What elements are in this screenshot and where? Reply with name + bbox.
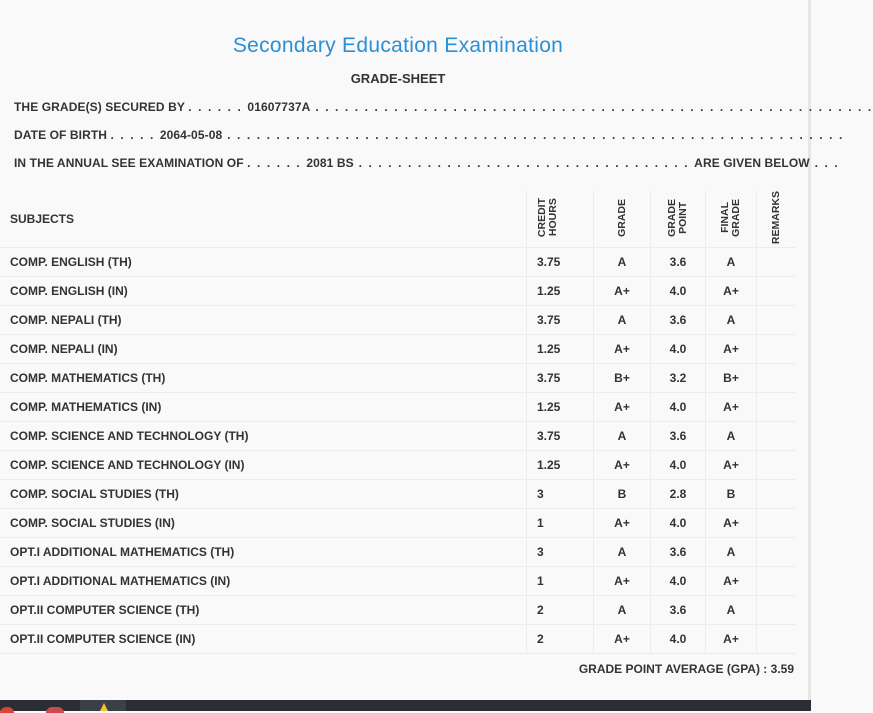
final-grade-cell: A+	[706, 509, 757, 538]
credit-hours-cell: 2	[527, 596, 594, 625]
remarks-cell	[757, 480, 797, 509]
remarks-cell	[757, 277, 797, 306]
remarks-cell	[757, 567, 797, 596]
exam-line: IN THE ANNUAL SEE EXAMINATION OF . . . . . . 2081 BS . . . . . . . . . . . . . . . . . . . . . . . . . . . . . . . . . . ARE GIVEN BELOW . . .	[14, 156, 840, 170]
table-row	[0, 538, 796, 567]
header-subjects: SUBJECTS	[0, 191, 527, 248]
grade-point-cell: 3.6	[651, 306, 706, 335]
header-grade: GRADE	[594, 191, 651, 248]
subject-cell: OPT.II COMPUTER SCIENCE (IN)	[0, 625, 527, 654]
dob-line: DATE OF BIRTH . . . . . 2064-05-08 . . . . . . . . . . . . . . . . . . . . . . . . . . . . . . . . . . . . . . . . . . . . . . . . . . . . . . . . . . . . . . .	[14, 128, 844, 142]
grades-table	[0, 191, 796, 654]
grade-cell: A+	[594, 509, 651, 538]
final-grade-cell: A+	[706, 567, 757, 596]
remarks-cell	[757, 509, 797, 538]
grade-cell: A	[594, 422, 651, 451]
exam-label: IN THE ANNUAL SEE EXAMINATION OF	[14, 156, 244, 170]
table-row	[0, 364, 796, 393]
secured-by-label: THE GRADE(S) SECURED BY	[14, 100, 185, 114]
subject-cell: OPT.I ADDITIONAL MATHEMATICS (IN)	[0, 567, 527, 596]
app-icon[interactable]	[46, 707, 64, 713]
gpa-value: 3.59	[770, 662, 794, 676]
credit-hours-cell: 3	[527, 538, 594, 567]
grade-cell: B+	[594, 364, 651, 393]
final-grade-cell: B	[706, 480, 757, 509]
credit-hours-cell: 3	[527, 480, 594, 509]
final-grade-cell: A	[706, 538, 757, 567]
remarks-cell	[757, 364, 797, 393]
remarks-cell	[757, 451, 797, 480]
credit-hours-cell: 3.75	[527, 248, 594, 277]
grade-cell: A	[594, 538, 651, 567]
grade-point-cell: 4.0	[651, 625, 706, 654]
final-grade-cell: A+	[706, 393, 757, 422]
taskbar	[0, 700, 811, 711]
credit-hours-cell: 1.25	[527, 335, 594, 364]
grade-cell: A+	[594, 277, 651, 306]
table-row	[0, 567, 796, 596]
grade-point-cell: 4.0	[651, 393, 706, 422]
credit-hours-cell: 1	[527, 509, 594, 538]
subject-cell: COMP. SCIENCE AND TECHNOLOGY (TH)	[0, 422, 527, 451]
exam-year: 2081 BS	[306, 156, 354, 170]
subject-cell: COMP. ENGLISH (TH)	[0, 248, 527, 277]
credit-hours-cell: 1.25	[527, 393, 594, 422]
final-grade-cell: A	[706, 248, 757, 277]
remarks-cell	[757, 306, 797, 335]
grade-point-cell: 3.6	[651, 596, 706, 625]
table-row	[0, 625, 796, 654]
grade-point-cell: 2.8	[651, 480, 706, 509]
credit-hours-cell: 2	[527, 625, 594, 654]
table-row	[0, 480, 796, 509]
credit-hours-cell: 3.75	[527, 422, 594, 451]
dob-value: 2064-05-08	[159, 128, 223, 142]
final-grade-cell: A+	[706, 625, 757, 654]
final-grade-cell: A+	[706, 335, 757, 364]
grade-point-cell: 4.0	[651, 277, 706, 306]
grade-point-cell: 3.6	[651, 538, 706, 567]
remarks-cell	[757, 335, 797, 364]
grade-cell: A+	[594, 567, 651, 596]
final-grade-cell: A	[706, 596, 757, 625]
table-row	[0, 393, 796, 422]
final-grade-cell: A	[706, 422, 757, 451]
final-grade-cell: B+	[706, 364, 757, 393]
table-row	[0, 335, 796, 364]
remarks-cell	[757, 538, 797, 567]
final-grade-cell: A	[706, 306, 757, 335]
subject-cell: OPT.II COMPUTER SCIENCE (TH)	[0, 596, 527, 625]
remarks-cell	[757, 393, 797, 422]
browser-icon[interactable]	[0, 707, 14, 713]
grade-cell: A+	[594, 625, 651, 654]
table-row	[0, 596, 796, 625]
grade-point-cell: 4.0	[651, 451, 706, 480]
final-grade-cell: A+	[706, 451, 757, 480]
grade-cell: A	[594, 248, 651, 277]
subject-cell: COMP. NEPALI (TH)	[0, 306, 527, 335]
table-row	[0, 277, 796, 306]
gpa-label: GRADE POINT AVERAGE (GPA) :	[578, 662, 768, 676]
remarks-cell	[757, 625, 797, 654]
dob-label: DATE OF BIRTH	[14, 128, 108, 142]
table-row	[0, 306, 796, 335]
subject-cell: OPT.I ADDITIONAL MATHEMATICS (TH)	[0, 538, 527, 567]
grade-point-cell: 3.6	[651, 248, 706, 277]
table-row	[0, 248, 796, 277]
subject-cell: COMP. ENGLISH (IN)	[0, 277, 527, 306]
credit-hours-cell: 1.25	[527, 451, 594, 480]
header-credit-hours: CREDIT HOURS	[527, 191, 594, 248]
table-row	[0, 422, 796, 451]
subject-cell: COMP. SCIENCE AND TECHNOLOGY (IN)	[0, 451, 527, 480]
credit-hours-cell: 1	[527, 567, 594, 596]
grade-sheet-heading: GRADE-SHEET	[350, 71, 446, 86]
credit-hours-cell: 3.75	[527, 364, 594, 393]
table-row	[0, 451, 796, 480]
header-final-grade: FINAL GRADE	[706, 191, 757, 248]
grade-point-cell: 4.0	[651, 335, 706, 364]
final-grade-cell: A+	[706, 277, 757, 306]
secured-by-line: THE GRADE(S) SECURED BY . . . . . . 01607737A . . . . . . . . . . . . . . . . . . . . . . . . . . . . . . . . . . . . . . . . . . . . . . . . . . . . . . . . .	[14, 100, 873, 114]
table-row	[0, 509, 796, 538]
remarks-cell	[757, 248, 797, 277]
grade-cell: A+	[594, 335, 651, 364]
subject-cell: COMP. SOCIAL STUDIES (TH)	[0, 480, 527, 509]
grade-cell: B	[594, 480, 651, 509]
symbol-number: 01607737A	[247, 100, 311, 114]
credit-hours-cell: 1.25	[527, 277, 594, 306]
subject-cell: COMP. NEPALI (IN)	[0, 335, 527, 364]
credit-hours-cell: 3.75	[527, 306, 594, 335]
grade-cell: A	[594, 596, 651, 625]
grade-cell: A+	[594, 393, 651, 422]
table-header-row	[0, 191, 796, 248]
header-grade-point: GRADE POINT	[651, 191, 706, 248]
grade-point-cell: 4.0	[651, 567, 706, 596]
grade-point-cell: 3.2	[651, 364, 706, 393]
grade-cell: A+	[594, 451, 651, 480]
grade-point-cell: 4.0	[651, 509, 706, 538]
subject-cell: COMP. SOCIAL STUDIES (IN)	[0, 509, 527, 538]
grade-point-cell: 3.6	[651, 422, 706, 451]
remarks-cell	[757, 422, 797, 451]
subject-cell: COMP. MATHEMATICS (TH)	[0, 364, 527, 393]
grade-cell: A	[594, 306, 651, 335]
header-remarks: REMARKS	[757, 191, 797, 248]
grade-rows	[0, 248, 796, 654]
gpa-summary	[579, 662, 794, 676]
remarks-cell	[757, 596, 797, 625]
exam-suffix: ARE GIVEN BELOW	[694, 156, 810, 170]
subject-cell: COMP. MATHEMATICS (IN)	[0, 393, 527, 422]
exam-title: Secondary Education Examination	[232, 34, 564, 57]
